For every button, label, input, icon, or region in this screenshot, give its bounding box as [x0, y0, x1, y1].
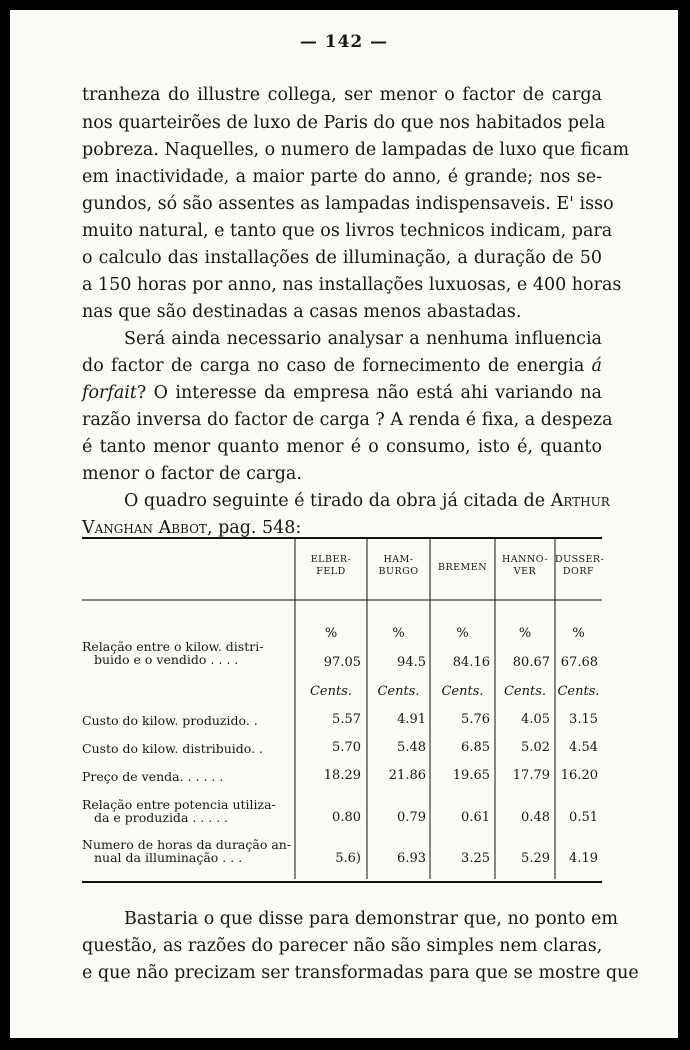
table-cell: 0.61 [461, 810, 490, 825]
text-line: nas que são destinadas a casas menos abastadas. [82, 302, 522, 322]
text-line: tranheza do illustre collega, ser menor o factor de carga [82, 85, 602, 105]
text-line: nos quarteirões de luxo de Paris do que nos habitados pela [82, 113, 606, 133]
author-name: Arthur [550, 491, 610, 511]
text-line: questão, as razões do parecer não são simples nem claras, [82, 936, 603, 956]
table-cell: 6.85 [461, 740, 490, 755]
column-header-bremen [430, 562, 495, 574]
header-text: DUSSER- DORF [555, 554, 605, 577]
column-header-hannover [495, 554, 555, 578]
author-name: Vanghan Abbot [82, 518, 207, 538]
row-label [82, 714, 294, 727]
column-header-hamburgo [367, 554, 430, 578]
row-label [82, 640, 294, 666]
text-run: do factor de carga no caso de fornecimento de energia [82, 356, 585, 376]
table-cell: 4.54 [569, 740, 598, 755]
table-cell: 19.65 [452, 768, 490, 783]
table-cell: 16.20 [560, 768, 598, 783]
table-cell: 0.48 [521, 810, 550, 825]
table-cell: 97.05 [323, 655, 361, 670]
text-line: pobreza. Naquelles, o numero de lampadas de luxo que ficam [82, 140, 630, 160]
text-line [82, 382, 602, 404]
percent-symbol: % [456, 626, 469, 641]
label-line: buido e o vendido . . . . [94, 652, 239, 667]
text-line: Será ainda necessario analysar a nenhuma influencia [124, 329, 602, 349]
text-run: , pag. 548: [206, 518, 302, 538]
text-line: em inactividade, a maior parte do anno, é grande; nos se- [82, 167, 602, 187]
table-cell: 67.68 [560, 655, 598, 670]
text-line [82, 490, 610, 512]
text-run: ? O interesse da empresa não está ahi variando na [136, 383, 602, 403]
table-cell: 3.15 [569, 712, 598, 727]
row-label [82, 798, 294, 824]
text-line: o calculo das installações de illuminação, a duração de 50 [82, 248, 602, 268]
label-line: Numero de horas da duração an- [82, 837, 292, 852]
percent-symbol: % [324, 626, 338, 641]
text-line: razão inversa do factor de carga ? A renda é fixa, a despeza [82, 410, 613, 430]
table-cell: 6.93 [397, 851, 426, 866]
row-label [82, 770, 294, 783]
row-label [82, 742, 294, 755]
table-cell: 0.80 [332, 810, 361, 825]
unit-label: Cents. [557, 684, 600, 699]
label-line: Preço de venda. . . . . . [82, 769, 224, 784]
text-line: e que não precizam ser transformadas para que se mostre que [82, 963, 639, 983]
text-line: Bastaria o que disse para demonstrar que, no ponto em [124, 909, 618, 929]
table-cell: 4.19 [569, 851, 598, 866]
table-cell: 5.70 [332, 740, 361, 755]
table-cell: 5.02 [521, 740, 550, 755]
text-line: é tanto menor quanto menor é o consumo, isto é, quanto [82, 437, 602, 457]
header-text: BREMEN [437, 562, 488, 573]
italic-text: á [591, 356, 602, 376]
table-cell: 0.51 [569, 810, 598, 825]
book-page [10, 10, 678, 1038]
unit-label: Cents. [503, 684, 547, 699]
table-cell: 4.91 [397, 712, 426, 727]
text-line: muito natural, e tanto que os livros technicos indicam, para [82, 221, 613, 241]
percent-symbol: % [572, 626, 585, 641]
label-line: Custo do kilow. produzido. . [82, 713, 258, 728]
percent-symbol: % [392, 626, 405, 641]
table-cell: 21.86 [388, 768, 426, 783]
header-text: HANNO- VER [501, 554, 549, 577]
column-header-elberfeld [295, 554, 367, 578]
text-line: menor o factor de carga. [82, 464, 302, 484]
page-number: — 142 — [299, 32, 389, 52]
italic-text: forfait [82, 383, 137, 403]
table-cell: 5.29 [521, 851, 550, 866]
header-text: ELBER- FELD [310, 554, 352, 577]
text-line: gundos, só são assentes as lampadas indispensaveis. E' isso [82, 194, 614, 214]
table-cell: 18.29 [323, 768, 361, 783]
unit-label: Cents. [441, 684, 484, 699]
label-line: Relação entre o kilow. distri- [82, 639, 264, 654]
text-run: O quadro seguinte é tirado da obra já citada de [124, 491, 546, 511]
table-cell: 5.57 [332, 712, 361, 727]
table-cell: 0.79 [397, 810, 426, 825]
column-header-dusserdorf [555, 554, 605, 578]
label-line: Relação entre potencia utiliza- [82, 797, 276, 812]
table-cell: 84.16 [452, 655, 490, 670]
header-text: HAM- BURGO [378, 554, 419, 577]
label-line: da e produzida . . . . . [94, 810, 229, 825]
unit-label: Cents. [309, 684, 353, 699]
data-table [82, 532, 605, 892]
table-cell: 94.5 [397, 655, 426, 670]
table-cell: 3.25 [461, 851, 490, 866]
table-cell: 5.76 [461, 712, 490, 727]
row-label [82, 838, 294, 864]
table-cell: 17.79 [512, 768, 550, 783]
table-cell: 5.48 [397, 740, 426, 755]
label-line: Custo do kilow. distribuido. . [82, 741, 263, 756]
unit-label: Cents. [377, 684, 420, 699]
table-cell: 5.6) [335, 851, 361, 866]
text-line: a 150 horas por anno, nas installações luxuosas, e 400 horas [82, 275, 622, 295]
text-line [82, 355, 602, 377]
table-cell: 4.05 [521, 712, 550, 727]
table-cell: 80.67 [512, 655, 550, 670]
label-line: nual da illuminação . . . [94, 850, 243, 865]
percent-symbol: % [518, 626, 532, 641]
